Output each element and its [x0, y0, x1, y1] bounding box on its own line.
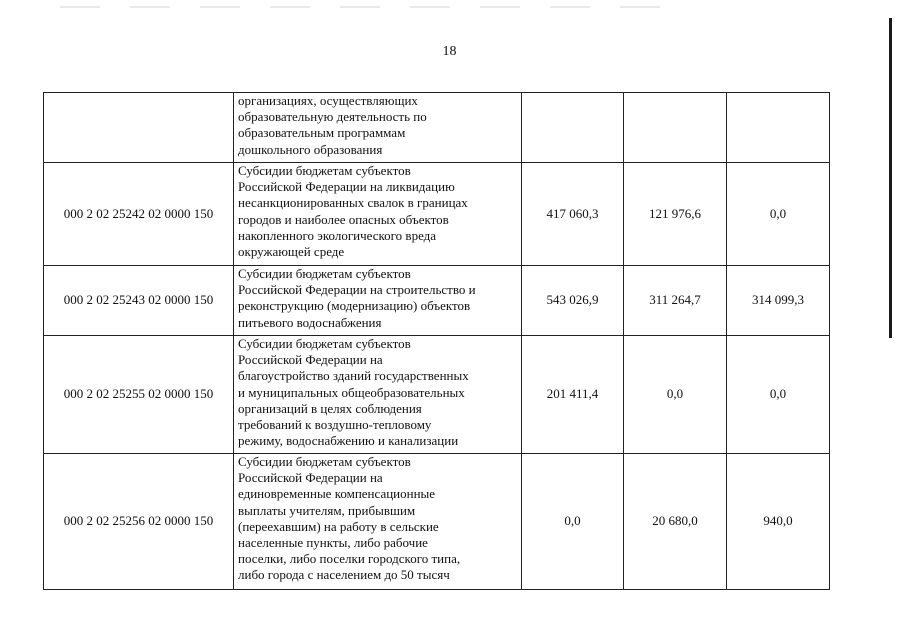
value-cell-3: 940,0: [727, 454, 830, 590]
table-row: [44, 454, 830, 590]
description-line: несанкционированных свалок в границах: [238, 195, 468, 211]
description-line: Российской Федерации на ликвидацию: [238, 179, 455, 195]
description-line: Субсидии бюджетам субъектов: [238, 266, 411, 281]
description-line: Субсидии бюджетам субъектов: [238, 336, 411, 351]
description-line: Российской Федерации на: [238, 470, 383, 486]
value-cell-1: 201 411,4: [522, 336, 624, 454]
description-cell: [234, 336, 522, 454]
description-line: Российской Федерации на строительство и: [238, 282, 476, 298]
scan-artifact: [60, 6, 680, 8]
description-line: (переехавшим) на работу в сельские: [238, 518, 439, 534]
table-row: [44, 266, 830, 336]
value-cell-2: 121 976,6: [624, 163, 727, 266]
description-line: режиму, водоснабжению и канализации: [238, 433, 459, 449]
description-line: Российской Федерации на: [238, 352, 383, 368]
value-cell-1: 0,0: [522, 454, 624, 590]
value-cell-1: [522, 93, 624, 163]
description-line: и муниципальных общеобразовательных: [238, 384, 465, 400]
description-line: реконструкцию (модернизацию) объектов: [238, 298, 471, 314]
description-line: выплаты учителям, прибывшим: [238, 502, 416, 518]
budget-code-cell: 000 2 02 25243 02 0000 150: [44, 266, 234, 336]
description-line: либо города с населением до 50 тысяч: [238, 567, 450, 583]
value-cell-1: 543 026,9: [522, 266, 624, 336]
description-line: окружающей среде: [238, 244, 345, 260]
value-cell-3: 314 099,3: [727, 266, 830, 336]
description-line: питьевого водоснабжения: [238, 314, 382, 330]
description-cell: [234, 454, 522, 590]
description-line: благоустройство зданий государственных: [238, 368, 469, 384]
description-line: Субсидии бюджетам субъектов: [238, 163, 411, 178]
value-cell-2: 0,0: [624, 336, 727, 454]
description-line: образовательным программам: [238, 125, 406, 141]
budget-code-cell: 000 2 02 25255 02 0000 150: [44, 336, 234, 454]
budget-code-cell: [44, 93, 234, 163]
value-cell-1: 417 060,3: [522, 163, 624, 266]
description-line: единовременные компенсационные: [238, 486, 436, 502]
value-cell-2: 311 264,7: [624, 266, 727, 336]
description-cell: [234, 266, 522, 336]
description-line: накопленного экологического вреда: [238, 227, 437, 243]
scan-edge-line: [889, 18, 892, 338]
table-row: [44, 336, 830, 454]
page-number: 18: [442, 44, 457, 59]
description-line: организациях, осуществляющих: [238, 93, 418, 108]
table-row: [44, 163, 830, 266]
description-line: городов и наиболее опасных объектов: [238, 211, 449, 227]
budget-table: [43, 92, 830, 590]
budget-code-cell: 000 2 02 25256 02 0000 150: [44, 454, 234, 590]
budget-code-cell: 000 2 02 25242 02 0000 150: [44, 163, 234, 266]
description-line: поселки, либо поселки городского типа,: [238, 551, 461, 567]
description-line: дошкольного образования: [238, 141, 383, 157]
value-cell-2: 20 680,0: [624, 454, 727, 590]
description-cell: [234, 93, 522, 163]
value-cell-3: 0,0: [727, 163, 830, 266]
description-line: Субсидии бюджетам субъектов: [238, 454, 411, 469]
description-line: населенные пункты, либо рабочие: [238, 535, 428, 551]
value-cell-3: 0,0: [727, 336, 830, 454]
description-line: организаций в целях соблюдения: [238, 400, 422, 416]
value-cell-3: [727, 93, 830, 163]
description-line: образовательную деятельность по: [238, 109, 427, 125]
table-row: [44, 93, 830, 163]
value-cell-2: [624, 93, 727, 163]
description-cell: [234, 163, 522, 266]
description-line: требований к воздушно-тепловому: [238, 417, 432, 433]
